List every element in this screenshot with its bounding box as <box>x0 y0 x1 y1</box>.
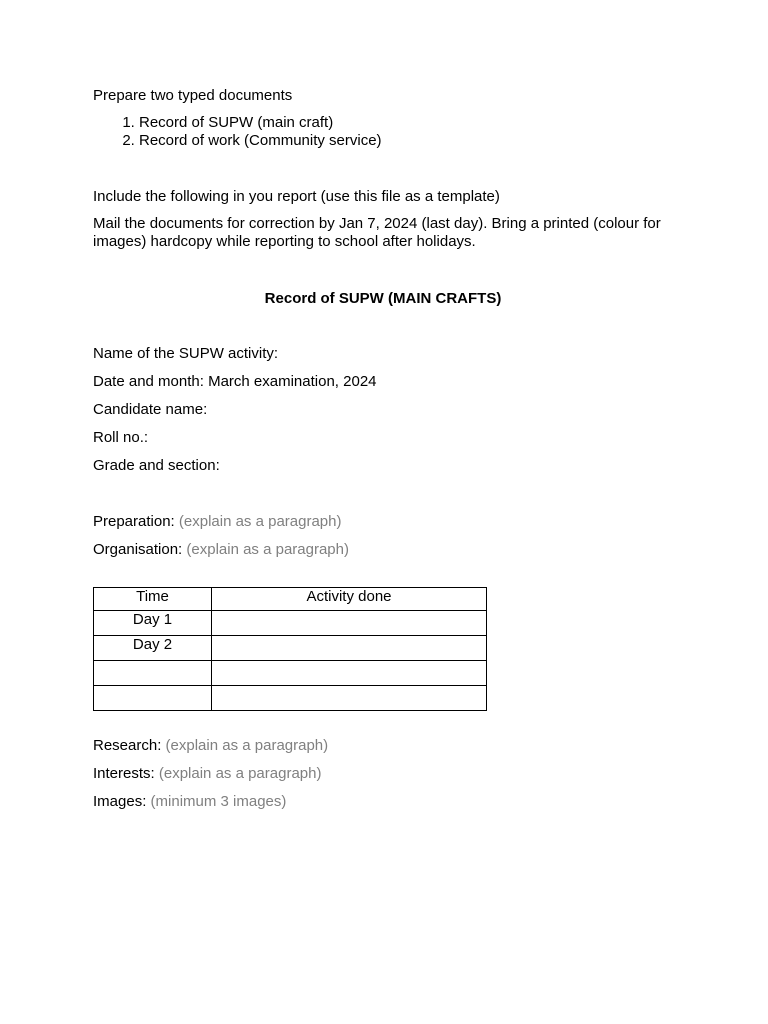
organisation-hint: (explain as a paragraph) <box>186 541 349 558</box>
preparation-line <box>93 512 673 531</box>
table-cell: Day 2 <box>94 636 212 661</box>
interests-label: Interests: <box>93 765 155 782</box>
interests-line <box>93 764 673 783</box>
field-roll-no <box>93 428 673 447</box>
table-row <box>94 636 487 661</box>
organisation-line <box>93 540 673 559</box>
preparation-hint: (explain as a paragraph) <box>178 513 342 530</box>
table-cell: Day 1 <box>94 611 212 636</box>
record-title: Record of SUPW (MAIN CRAFTS) <box>264 290 502 307</box>
list-item: 1. Record of SUPW (main craft) <box>139 114 673 132</box>
field-label: Name of the SUPW activity: <box>93 345 279 362</box>
table-row <box>94 661 487 686</box>
mail-note: Mail the documents for correction by Jan 7, 2024 (last day). Bring a printed (colour for images) hardcopy while reporting to school after holidays. <box>93 215 661 250</box>
activity-table <box>93 587 487 711</box>
interests-hint: (explain as a paragraph) <box>158 765 322 782</box>
research-label: Research: <box>93 737 162 754</box>
record-fields <box>93 344 673 475</box>
table-cell <box>94 661 212 686</box>
images-hint: (minimum 3 images) <box>150 793 287 810</box>
list-item: 2. Record of work (Community service) <box>139 132 673 150</box>
preparation-label: Preparation: <box>93 513 175 530</box>
table-row <box>94 611 487 636</box>
field-activity-name <box>93 344 673 363</box>
column-header-activity: Activity done <box>212 588 487 611</box>
field-date-month <box>93 372 673 391</box>
column-header-time: Time <box>94 588 212 611</box>
table-cell <box>212 636 487 661</box>
research-line <box>93 736 673 755</box>
table-cell <box>212 686 487 711</box>
table-header-row <box>94 588 487 611</box>
research-hint: (explain as a paragraph) <box>165 737 329 754</box>
table-row <box>94 686 487 711</box>
table-cell <box>212 611 487 636</box>
include-note: Include the following in you report (use this file as a template) <box>93 188 500 205</box>
document-page <box>93 86 673 820</box>
documents-list <box>93 114 673 150</box>
field-label: Date and month: <box>93 373 204 390</box>
field-candidate-name <box>93 400 673 419</box>
field-grade-section <box>93 456 673 475</box>
images-label: Images: <box>93 793 147 810</box>
field-label: Roll no.: <box>93 429 149 446</box>
intro-text: Prepare two typed documents <box>93 87 293 104</box>
organisation-label: Organisation: <box>93 541 183 558</box>
field-value: March examination, 2024 <box>208 373 377 390</box>
field-label: Candidate name: <box>93 401 208 418</box>
table-cell <box>212 661 487 686</box>
field-label: Grade and section: <box>93 457 220 474</box>
table-cell <box>94 686 212 711</box>
images-line <box>93 792 673 811</box>
